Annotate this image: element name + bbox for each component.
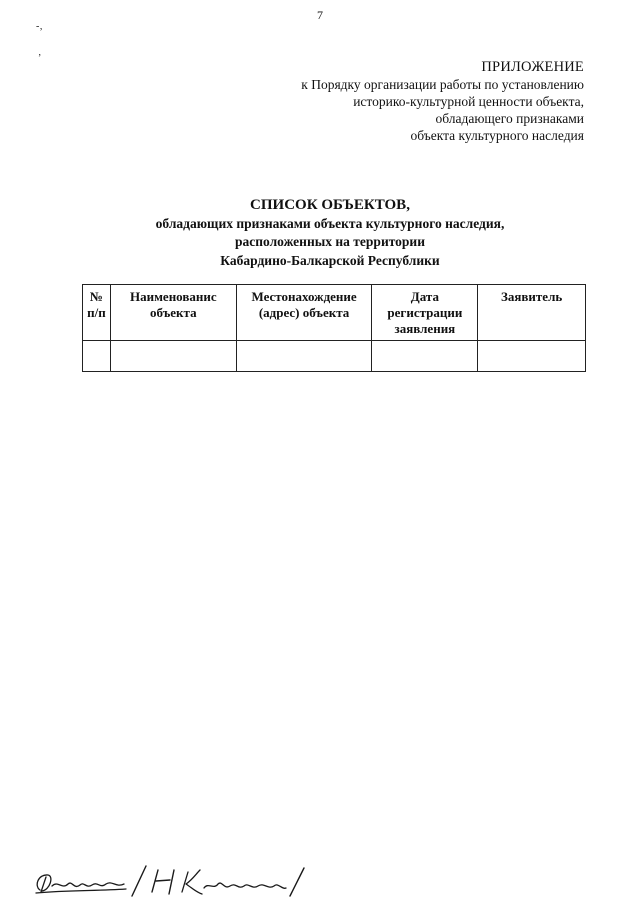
appendix-block [204,59,584,144]
heading-line: Кабардино-Балкарской Республики [220,252,440,268]
header-registration-date: Дата регистрации заявления [372,285,478,341]
objects-table [82,284,586,372]
table-cell [110,341,236,372]
header-number: № п/п [83,285,111,341]
appendix-line: обладающего признаками [435,111,584,126]
header-applicant: Заявитель [478,285,586,341]
appendix-line: объекта культурного наследия [410,128,584,143]
scan-mark: ‚ [38,47,42,58]
table-header-row [83,285,586,341]
heading-title: СПИСОК ОБЪЕКТОВ, [250,197,410,213]
appendix-line: к Порядку организации работы по установлению [301,77,584,92]
handwritten-signature [28,860,318,900]
header-address: Местонахождение (адрес) объекта [236,285,372,341]
header-name: Наименованис объекта [110,285,236,341]
appendix-line: историко-культурной ценности объекта, [353,94,584,109]
table-cell [478,341,586,372]
document-heading [70,196,590,270]
heading-line: обладающих признаками объекта культурного наследия, [155,215,505,231]
appendix-title: ПРИЛОЖЕНИЕ [481,59,584,75]
table-row [83,341,586,372]
table-cell [83,341,111,372]
table-cell [372,341,478,372]
scan-mark: -‚ [36,21,43,32]
table-cell [236,341,372,372]
page-number: 7 [317,8,323,22]
heading-line: расположенных на территории [234,234,425,249]
